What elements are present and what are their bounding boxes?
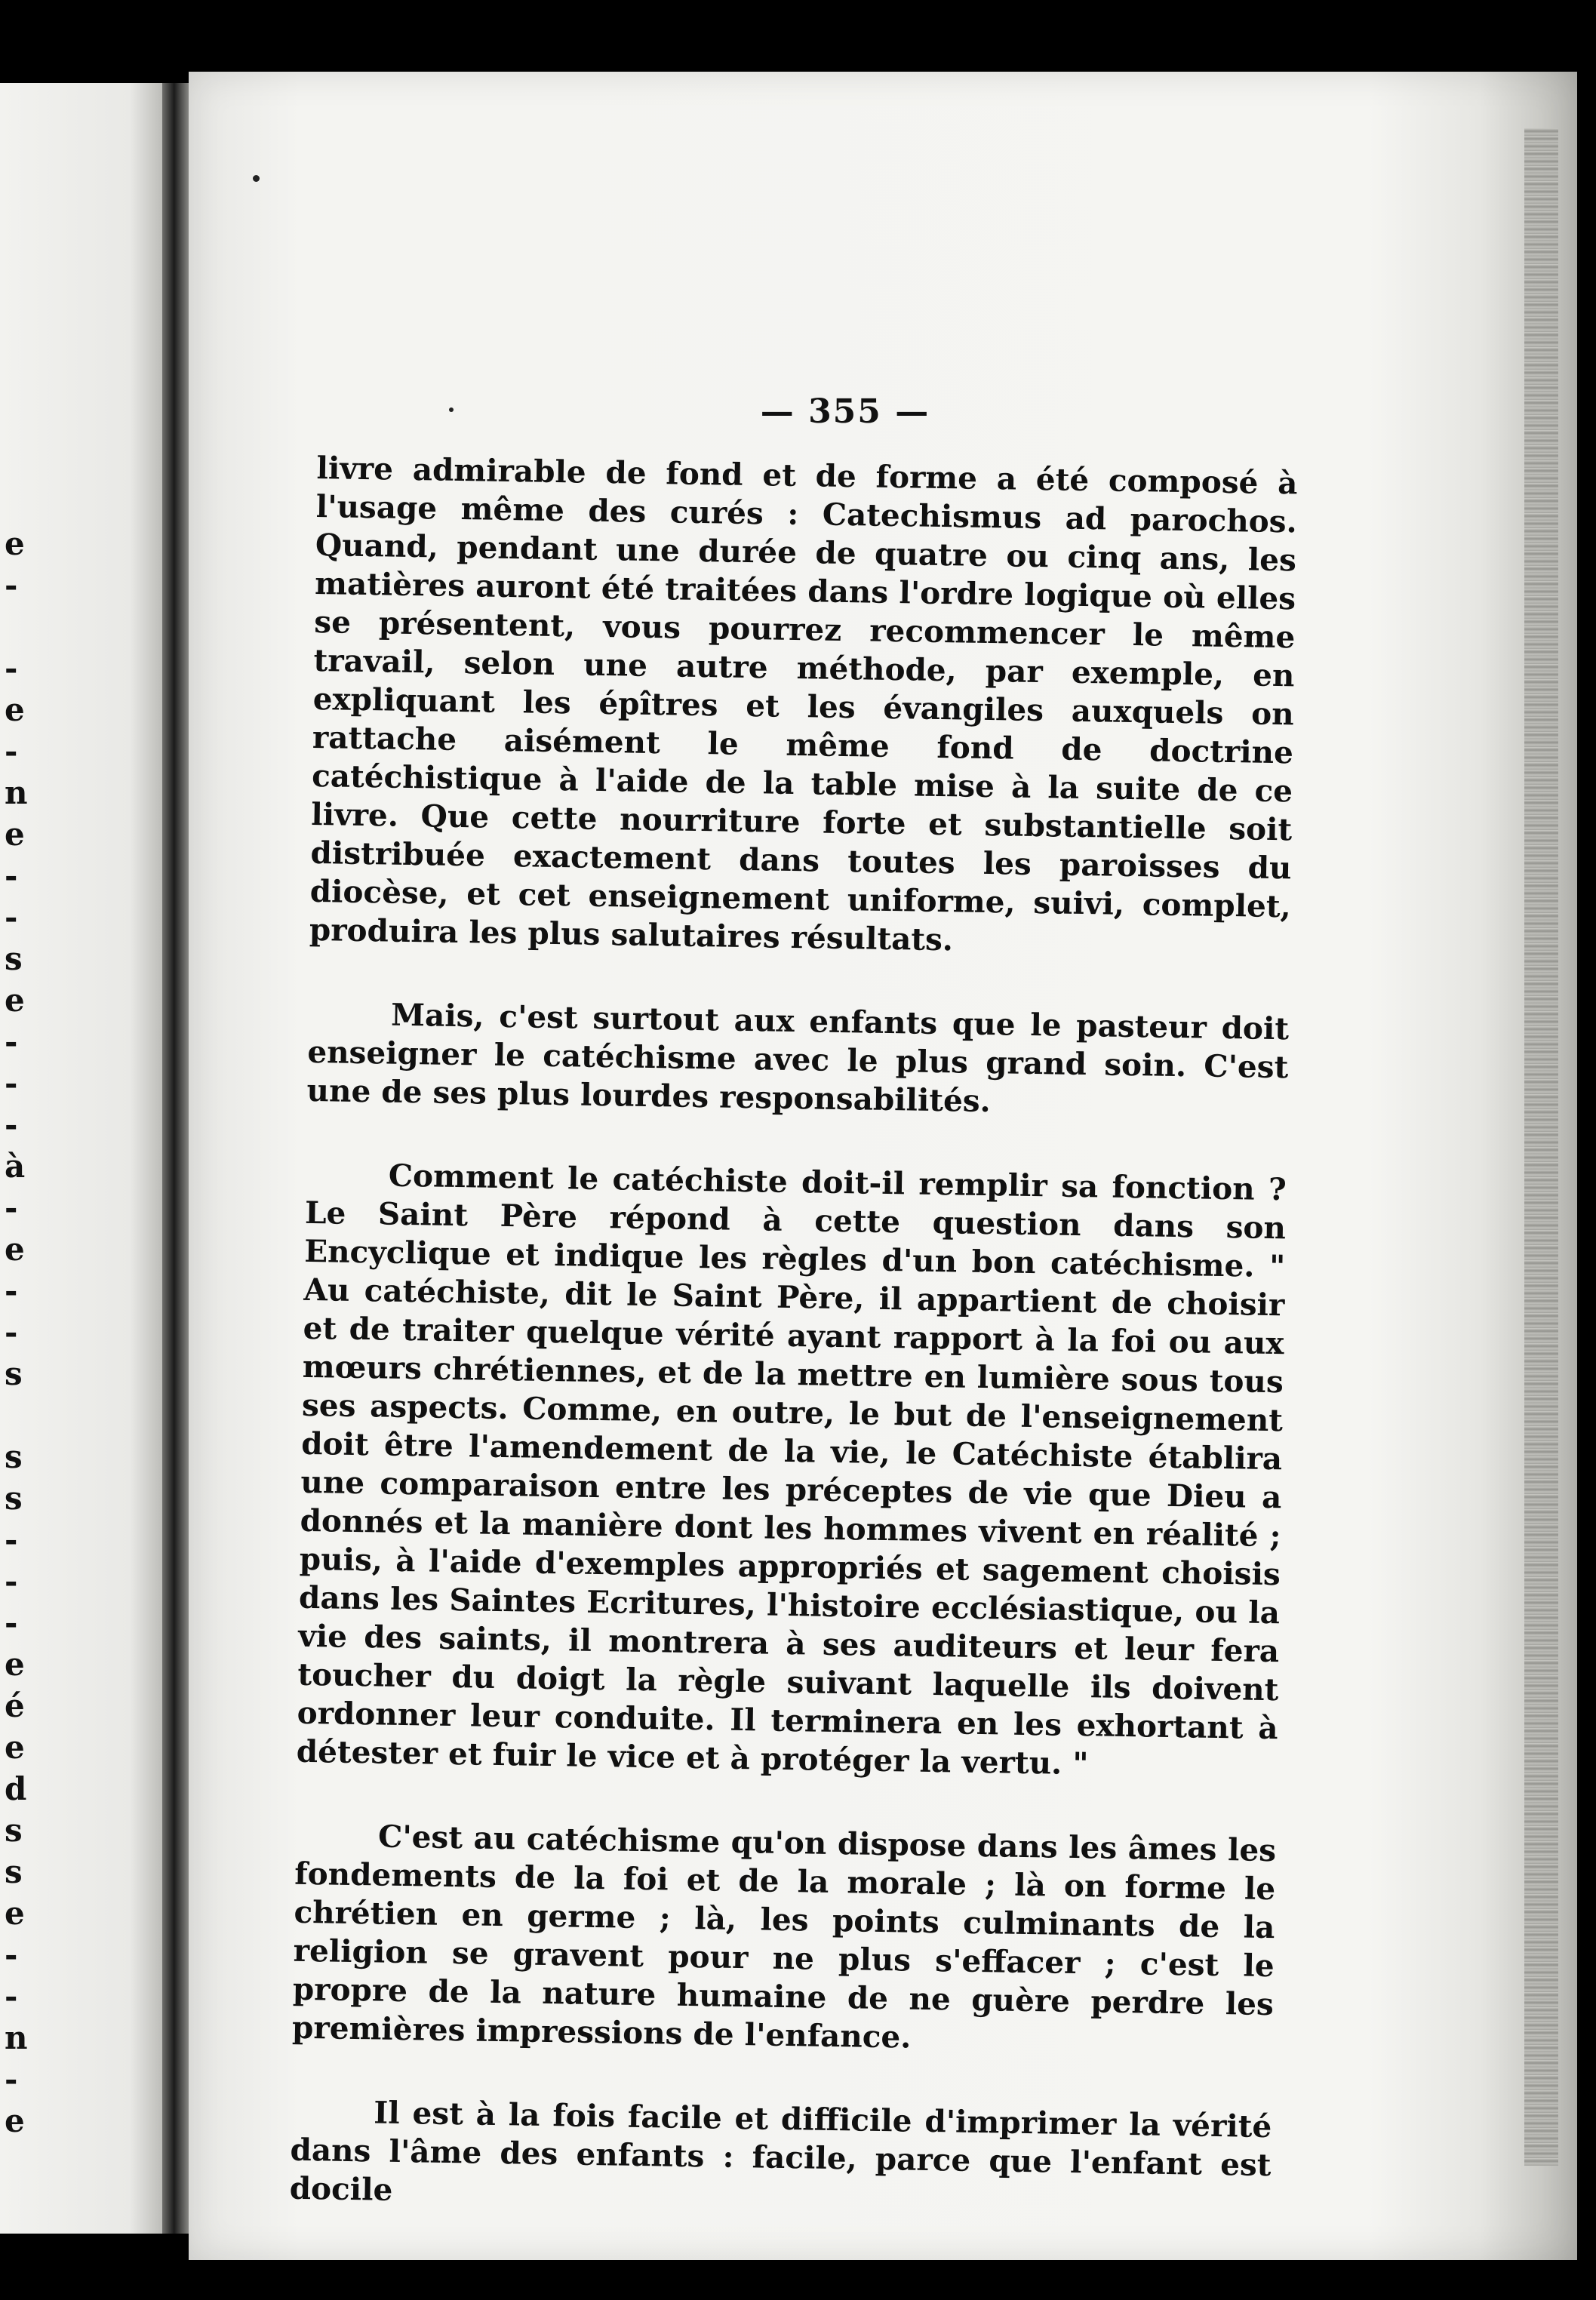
book-gutter (162, 83, 189, 2234)
paragraph-1: livre admirable de fond et de forme a été composé à l'usage même des curés : Catechismus ad parochos. Quand, pendant une durée de quatre ou cinq ans, les matières auront été traitées dans l'ordre logique où elles se présentent, vous pourrez recommencer le même travail, selon une autre méthode, par exemple, en expliquant les épîtres et les évangiles auxquels on rattache aisément le même fond de doctrine catéchistique à l'aide de la table mise à la suite de ce livre. Que cette nourriture forte et substantielle soit distribuée exactement dans toutes les paroisses du diocèse, et cet enseignement uniforme, suivi, complet, produira les plus salutaires résultats. (309, 449, 1298, 958)
speck (253, 175, 260, 182)
margin-fragment: n (5, 2019, 28, 2056)
speck (449, 407, 454, 412)
margin-fragment: - (5, 1272, 18, 1309)
paragraph-2: Mais, c'est surtout aux enfants que le pasteur doit enseigner le catéchisme avec le plus grand soin. C'est une de ses plus lourdes responsabilités. (306, 996, 1290, 1120)
margin-fragment: e (5, 1646, 25, 1683)
margin-fragment: s (5, 1812, 23, 1849)
paragraph-3: Comment le catéchiste doit-il remplir sa fonction ? Le Saint Père répond à cette question dans son Encyclique et indique les règles d'un bon catéchisme. " Au catéchiste, dit le Saint Père, il appartient de choisir et de traiter quelque vérité ayant rapport à la foi ou aux mœurs chrétiennes, et de la mettre en lumière sous tous ses aspects. Comme, en outre, le but de l'enseignement doit être l'amendement de la vie, le Catéchiste établira une comparaison entre les préceptes de vie que Dieu a donnés et la manière dont les hommes vivent en réalité ; puis, à l'aide d'exemples appropriés et sagement choisis dans les Saintes Ecritures, l'histoire ecclésiastique, ou la vie des saints, il montrera à ses auditeurs et leur fera toucher du doigt la règle suivant laquelle ils doivent ordonner leur conduite. Il terminera en les exhortant à détester et fuir le vice et à protéger la vertu. " (296, 1157, 1287, 1782)
margin-fragment: d (5, 1770, 27, 1807)
margin-fragment: - (5, 1521, 18, 1558)
page-number: — 355 — (760, 392, 930, 431)
margin-fragment: e (5, 1231, 25, 1268)
margin-fragment: s (5, 1355, 23, 1392)
margin-fragment: - (5, 899, 18, 936)
margin-fragment: - (5, 1023, 18, 1060)
margin-fragment: s (5, 1480, 23, 1517)
body-text (288, 449, 1297, 2268)
paragraph-5: Il est à la fois facile et difficile d'imprimer la vérité dans l'âme des enfants : facile, parce que l'enfant est docile (289, 2094, 1272, 2208)
margin-fragment: - (5, 1563, 18, 1600)
margin-fragment: - (5, 1189, 18, 1226)
margin-fragment: e (5, 816, 25, 853)
left-page-margin-fragments (5, 525, 35, 2147)
margin-fragment (5, 611, 35, 653)
margin-fragment: n (5, 774, 28, 811)
margin-fragment: s (5, 1438, 23, 1475)
margin-fragment: - (5, 567, 18, 604)
margin-fragment (5, 1400, 35, 1441)
left-page (0, 83, 162, 2234)
margin-fragment: s (5, 1853, 23, 1890)
margin-fragment: - (5, 1065, 18, 1102)
margin-fragment: e (5, 525, 25, 562)
margin-fragment: - (5, 650, 18, 687)
margin-fragment: à (5, 1148, 26, 1185)
margin-fragment: e (5, 982, 25, 1019)
margin-fragment: e (5, 691, 25, 728)
paragraph-4: C'est au catéchisme qu'on dispose dans les âmes les fondements de la foi et de la morale ; là on forme le chrétien en germe ; là, les points culminants de la religion se gravent pour ne plus s'effacer ; c'est le propre de la nature humaine de ne guère perdre les premières impressions de l'enfance. (291, 1818, 1277, 2056)
margin-fragment: e (5, 1729, 25, 1766)
margin-fragment: e (5, 2102, 25, 2139)
margin-fragment: - (5, 1106, 18, 1143)
page-edge-shadow (1524, 128, 1558, 2166)
margin-fragment: é (5, 1687, 25, 1724)
margin-fragment: e (5, 1895, 25, 1932)
margin-fragment: - (5, 1936, 18, 1973)
margin-fragment: - (5, 1314, 18, 1351)
margin-fragment: - (5, 733, 18, 770)
margin-fragment: - (5, 1604, 18, 1641)
margin-fragment: s (5, 940, 23, 977)
margin-fragment: - (5, 857, 18, 894)
margin-fragment: - (5, 2061, 18, 2098)
margin-fragment: - (5, 1978, 18, 2015)
